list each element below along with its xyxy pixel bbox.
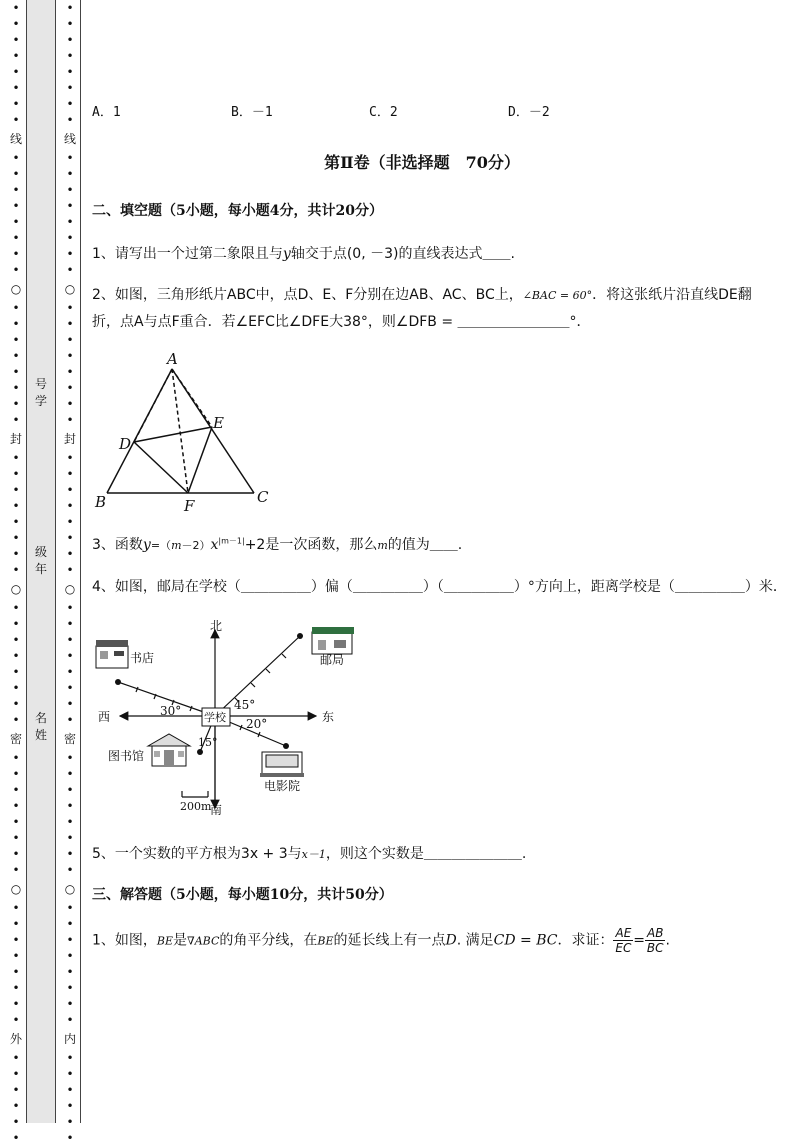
binding-marker: ○ (10, 882, 22, 896)
label-angle-west: 30° (160, 704, 182, 718)
binding-dot: • (12, 333, 20, 347)
binding-dot: • (66, 183, 74, 197)
binding-dot: • (66, 531, 74, 545)
binding-dot: • (66, 1083, 74, 1097)
binding-dot: • (12, 1013, 20, 1027)
binding-marker: ○ (64, 282, 76, 296)
s1-prefix: 1、如图， (92, 932, 157, 949)
binding-dot: • (12, 665, 20, 679)
binding-dot: • (12, 751, 20, 765)
s1-be2: BE (317, 934, 334, 948)
binding-dot: • (66, 397, 74, 411)
binding-marker: ○ (64, 882, 76, 896)
binding-dot: • (12, 349, 20, 363)
binding-marker: 封 (63, 432, 76, 446)
part2-title: 第Ⅱ卷（非选择题 70分） (324, 153, 520, 172)
binding-dot: • (12, 681, 20, 695)
binding-dot: • (12, 767, 20, 781)
binding-marker: 内 (63, 1032, 76, 1046)
outer-dot-column (6, 0, 26, 1145)
fraction-ae-ec (613, 926, 633, 955)
label-south: 南 (210, 803, 223, 817)
point-library (197, 749, 203, 755)
section2-heading: 二、填空题（5小题，每小题4分，共计20分） (92, 203, 383, 219)
binding-dot: • (66, 1013, 74, 1027)
binding-dot: • (12, 199, 20, 213)
binding-dot: • (66, 381, 74, 395)
frac1-numerator: AE (615, 926, 632, 940)
binding-dot: • (12, 531, 20, 545)
binding-marker: 外 (9, 1032, 22, 1046)
field-label-student-id: 号 学 (34, 377, 47, 408)
q3-m: m (171, 539, 182, 552)
label-library: 图书馆 (108, 749, 145, 763)
binding-dot: • (12, 547, 20, 561)
triangle-figure (92, 345, 282, 515)
q3-minus2: －2） (181, 539, 211, 552)
binding-dot: • (12, 17, 20, 31)
binding-dot: • (66, 767, 74, 781)
binding-margin (0, 0, 84, 1145)
binding-dot: • (12, 1083, 20, 1097)
binding-marker: 密 (63, 732, 76, 746)
binding-dot: • (66, 263, 74, 277)
segment-de (134, 427, 212, 442)
q3-end: 的值为＿＿. (387, 537, 463, 553)
binding-dot: • (12, 413, 20, 427)
binding-marker: ○ (64, 582, 76, 596)
binding-dot: • (12, 151, 20, 165)
ticks-ne (235, 654, 286, 702)
binding-dot: • (66, 113, 74, 127)
binding-dot: • (12, 33, 20, 47)
binding-dot: • (66, 65, 74, 79)
q3-eq: =（ (150, 539, 172, 552)
label-angle-sw: 15° (198, 736, 218, 749)
binding-dot: • (12, 397, 20, 411)
binding-dot: • (12, 113, 20, 127)
binding-dot: • (12, 901, 20, 915)
binding-dot: • (66, 863, 74, 877)
binding-dot: • (66, 997, 74, 1011)
binding-dot: • (66, 247, 74, 261)
binding-dot: • (66, 847, 74, 861)
label-angle-ne: 45° (234, 698, 256, 712)
scale-bar (182, 791, 208, 797)
frac2-numerator: AB (647, 926, 664, 940)
s1-end: . (665, 932, 670, 949)
question-fill-5 (92, 843, 526, 863)
binding-dot: • (12, 601, 20, 615)
binding-dot: • (12, 847, 20, 861)
binding-dot: • (12, 563, 20, 577)
question-fill-3 (92, 534, 462, 554)
s1-d: D (445, 932, 457, 949)
binding-dot: • (66, 831, 74, 845)
direction-map-figure (94, 618, 384, 818)
student-info-strip (26, 0, 56, 1123)
binding-marker: ○ (10, 282, 22, 296)
q3-suffix: +2是一次函数，那么 (244, 537, 378, 553)
q1-prefix: 1、请写出一个过第二象限且与 (92, 246, 283, 262)
binding-dot: • (66, 301, 74, 315)
binding-dot: • (12, 49, 20, 63)
option-a: A．1 (92, 105, 121, 120)
binding-dot: • (66, 965, 74, 979)
frac1-denominator: EC (615, 941, 632, 955)
binding-dot: • (12, 799, 20, 813)
section3-heading: 三、解答题（5小题，每小题10分，共计50分） (92, 887, 393, 903)
binding-dot: • (66, 547, 74, 561)
binding-dot: • (66, 665, 74, 679)
question-fill-4: 4、如图，邮局在学校（＿＿＿＿＿）偏（＿＿＿＿＿）（＿＿＿＿＿）°方向上，距离学校是（＿＿＿＿＿）米． (92, 579, 787, 595)
binding-dot: • (66, 949, 74, 963)
binding-dot: • (12, 697, 20, 711)
binding-dot: • (12, 649, 20, 663)
binding-dot: • (12, 1099, 20, 1113)
q3-exponent: |m－1| (218, 536, 245, 546)
binding-dot: • (66, 917, 74, 931)
q1-var: y (282, 246, 291, 262)
binding-dot: • (66, 167, 74, 181)
binding-dot: • (66, 697, 74, 711)
binding-dot: • (12, 499, 20, 513)
segment-df (134, 442, 188, 493)
binding-dot: • (12, 381, 20, 395)
binding-dot: • (66, 33, 74, 47)
q5-suffix: ，则这个实数是＿＿＿＿＿＿＿. (325, 846, 527, 862)
binding-dot: • (12, 1, 20, 15)
label-bookstore: 书店 (130, 651, 155, 665)
binding-dot: • (66, 151, 74, 165)
binding-dot: • (12, 949, 20, 963)
frac2-denominator: BC (646, 941, 664, 955)
binding-dot: • (66, 933, 74, 947)
option-b: B．－1 (231, 105, 273, 120)
binding-dot: • (12, 997, 20, 1011)
label-east: 东 (322, 710, 335, 724)
binding-dot: • (66, 751, 74, 765)
q3-x: x (210, 537, 219, 553)
binding-dot: • (66, 349, 74, 363)
binding-dot: • (66, 1099, 74, 1113)
s1-mid3: 的延长线上有一点 (333, 932, 446, 949)
binding-dot: • (12, 933, 20, 947)
binding-dot: • (66, 49, 74, 63)
binding-dot: • (12, 713, 20, 727)
bookstore-icon (96, 640, 128, 668)
binding-dot: • (12, 863, 20, 877)
binding-dot: • (66, 413, 74, 427)
s1-mid5: ．求证： (557, 932, 614, 949)
binding-dot: • (12, 451, 20, 465)
binding-dot: • (12, 831, 20, 845)
binding-dot: • (66, 601, 74, 615)
binding-dot: • (66, 815, 74, 829)
label-north: 北 (210, 619, 223, 633)
binding-dot: • (66, 17, 74, 31)
binding-dot: • (66, 215, 74, 229)
ray-post-office (215, 636, 300, 716)
binding-dot: • (12, 317, 20, 331)
q2-prefix: 2、如图，三角形纸片ABC中，点D、E、F分别在边AB、AC、BC上， (92, 287, 523, 303)
binding-dot: • (66, 467, 74, 481)
binding-dot: • (66, 681, 74, 695)
binding-dot: • (66, 713, 74, 727)
binding-dot: • (12, 97, 20, 111)
binding-dot: • (66, 1, 74, 15)
binding-dot: • (12, 1115, 20, 1129)
binding-dot: • (66, 333, 74, 347)
binding-dot: • (12, 1051, 20, 1065)
binding-dot: • (66, 515, 74, 529)
s1-mid2: 的角平分线，在 (219, 932, 318, 949)
s1-triangle: ∇ABC (187, 934, 220, 948)
label-d: D (119, 435, 132, 453)
binding-dot: • (12, 783, 20, 797)
binding-dot: • (12, 1131, 20, 1145)
binding-marker: 封 (9, 432, 22, 446)
binding-dot: • (12, 633, 20, 647)
post-office-icon (312, 627, 354, 654)
binding-dot: • (66, 563, 74, 577)
binding-border-line (80, 0, 81, 1123)
binding-dot: • (66, 483, 74, 497)
field-label-grade: 级 年 (34, 545, 47, 576)
s1-mid4: . 满足 (456, 932, 494, 949)
binding-dot: • (66, 199, 74, 213)
binding-dot: • (66, 231, 74, 245)
library-icon (148, 734, 190, 766)
binding-dot: • (66, 649, 74, 663)
point-post-office (297, 633, 303, 639)
binding-dot: • (66, 901, 74, 915)
binding-dot: • (12, 301, 20, 315)
binding-dot: • (12, 247, 20, 261)
label-school: 学校 (204, 711, 226, 724)
q2-suffix: ．将这张纸片沿直线DE翻 (592, 287, 752, 303)
binding-marker: 线 (9, 132, 22, 146)
binding-dot: • (66, 1051, 74, 1065)
binding-marker: 密 (9, 732, 22, 746)
binding-dot: • (66, 97, 74, 111)
binding-marker: 线 (63, 132, 76, 146)
binding-dot: • (12, 231, 20, 245)
label-b: B (95, 493, 107, 511)
segment-ef (188, 427, 212, 493)
point-cinema (283, 743, 289, 749)
binding-dot: • (66, 981, 74, 995)
label-c: C (257, 488, 269, 506)
binding-dot: • (12, 981, 20, 995)
s1-equals: = (633, 932, 646, 949)
label-post-office: 邮局 (320, 653, 345, 667)
binding-dot: • (12, 183, 20, 197)
binding-dot: • (12, 815, 20, 829)
binding-dot: • (12, 167, 20, 181)
point-bookstore (115, 679, 121, 685)
binding-dot: • (12, 467, 20, 481)
label-west: 西 (98, 710, 111, 724)
question-fill-2-line2: 折，点A与点F重合．若∠EFC比∠DFE大38°，则∠DFB = ＿＿＿＿＿＿＿＿°． (92, 314, 591, 330)
question-fill-1 (92, 243, 515, 263)
fraction-ab-bc (645, 926, 665, 955)
question-solve-1 (92, 926, 670, 955)
q3-prefix: 3、函数 (92, 537, 143, 553)
binding-dot: • (66, 451, 74, 465)
label-cinema: 电影院 (264, 779, 301, 793)
binding-dot: • (66, 499, 74, 513)
binding-dot: • (12, 917, 20, 931)
option-c: C．2 (369, 105, 398, 120)
label-angle-se: 20° (246, 717, 268, 731)
label-e: E (213, 414, 224, 432)
binding-dot: • (66, 617, 74, 631)
binding-dot: • (12, 515, 20, 529)
q3-y: y (142, 537, 151, 553)
binding-dot: • (12, 965, 20, 979)
q2-angle: ∠BAC = 60° (522, 289, 593, 302)
cinema-icon (260, 752, 304, 777)
s1-mid1: 是 (173, 932, 188, 949)
binding-dot: • (12, 617, 20, 631)
s1-condition: CD = BC (493, 932, 558, 949)
option-d: D．－2 (508, 105, 550, 120)
binding-dot: • (66, 365, 74, 379)
binding-dot: • (66, 783, 74, 797)
question-fill-2-line1 (92, 284, 752, 304)
binding-dot: • (66, 1067, 74, 1081)
binding-dot: • (66, 81, 74, 95)
binding-dot: • (12, 483, 20, 497)
binding-dot: • (66, 1115, 74, 1129)
label-f: F (184, 497, 195, 515)
binding-dot: • (66, 317, 74, 331)
label-scale: 200m (180, 800, 212, 813)
field-label-name: 名 姓 (34, 711, 47, 742)
binding-dot: • (12, 81, 20, 95)
binding-dot: • (66, 1131, 74, 1145)
inner-dot-column (60, 0, 80, 1145)
s1-be: BE (156, 934, 174, 948)
binding-dot: • (12, 263, 20, 277)
binding-marker: ○ (10, 582, 22, 596)
q5-expr: x－1 (301, 848, 326, 861)
label-a: A (167, 350, 178, 368)
binding-dot: • (12, 365, 20, 379)
q1-suffix: 轴交于点(0, －3)的直线表达式＿＿. (290, 246, 515, 262)
binding-dot: • (12, 65, 20, 79)
q5-prefix: 5、一个实数的平方根为3x + 3与 (92, 846, 302, 862)
binding-dot: • (12, 215, 20, 229)
binding-dot: • (66, 633, 74, 647)
binding-dot: • (66, 799, 74, 813)
binding-dot: • (12, 1067, 20, 1081)
q3-m2: m (377, 539, 388, 552)
